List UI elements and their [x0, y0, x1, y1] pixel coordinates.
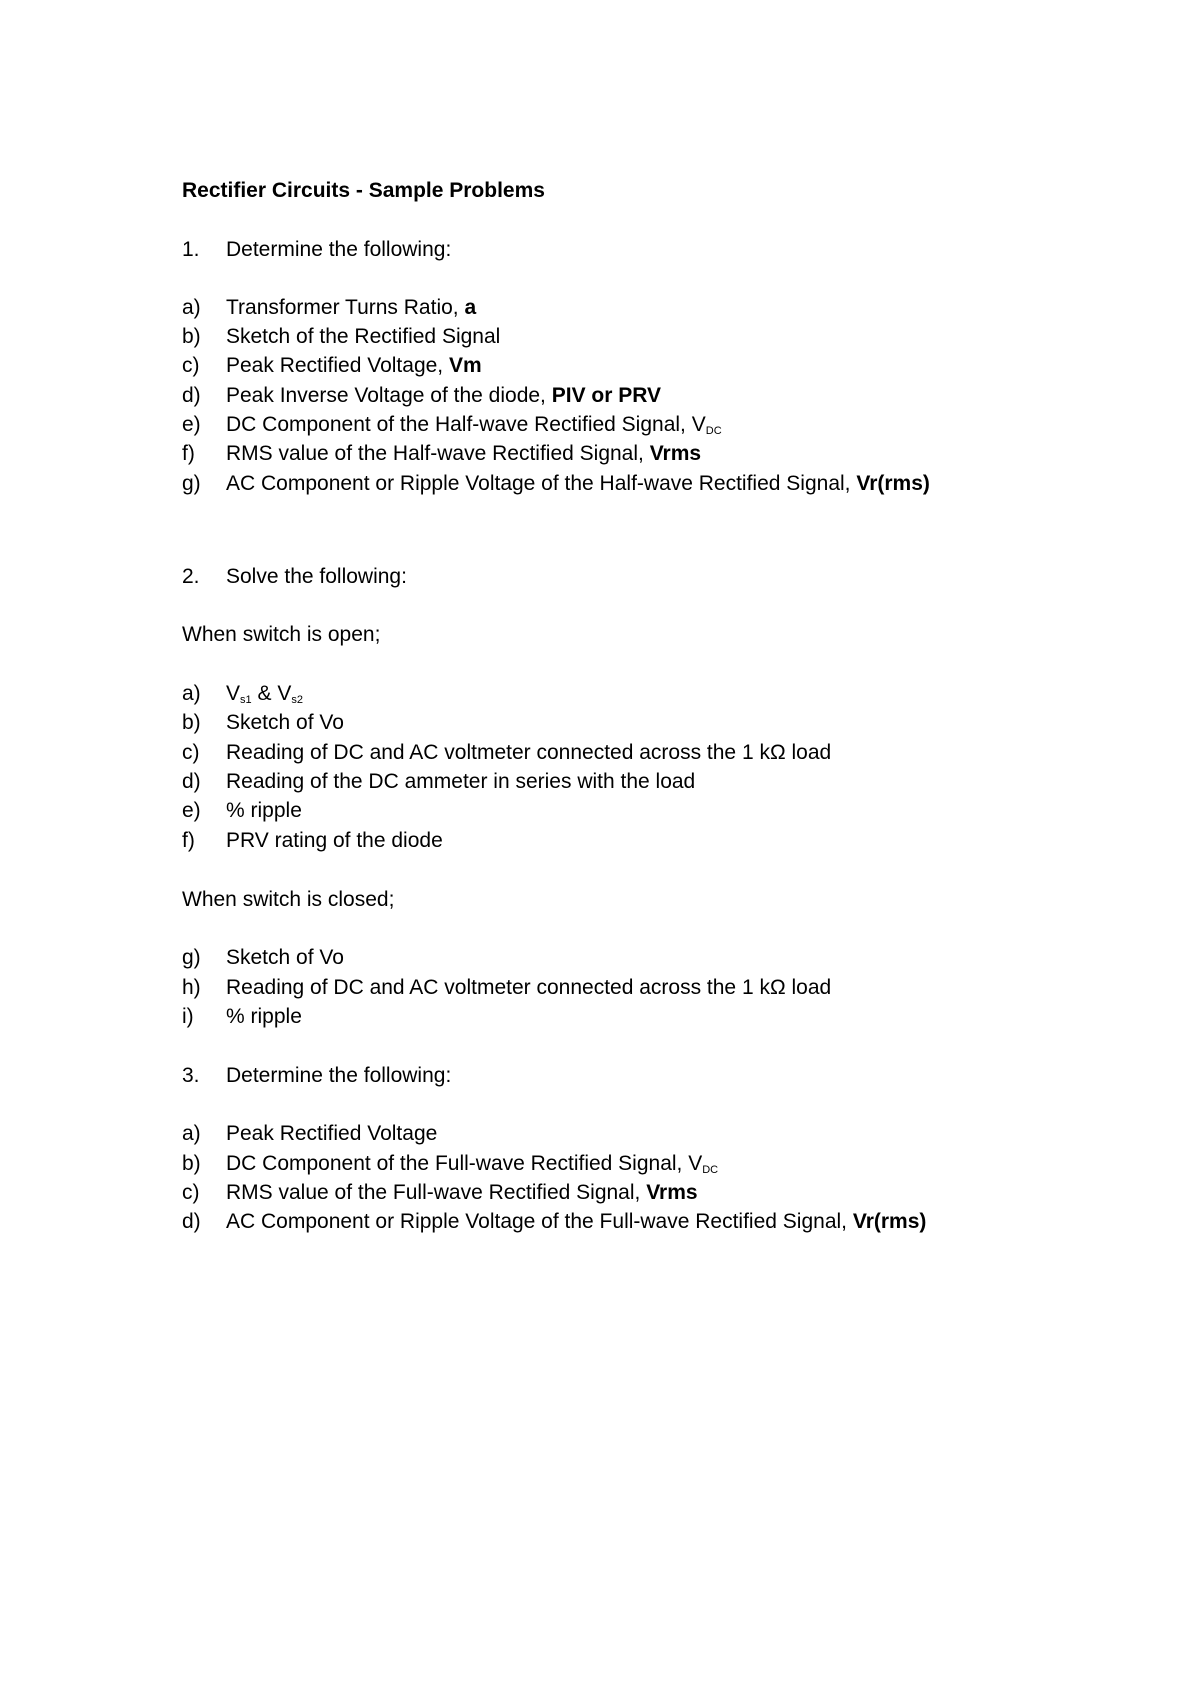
list-item — [182, 681, 303, 707]
item-text: RMS value of the Full-wave Rectified Signal, — [226, 1181, 647, 1204]
item-variable: V — [688, 1152, 703, 1175]
item-text: % ripple — [226, 1005, 302, 1028]
item-marker: i) — [182, 1005, 194, 1028]
list-item — [182, 1151, 718, 1177]
item-text: Transformer Turns Ratio, — [226, 296, 465, 319]
item-text: Sketch of Vo — [226, 946, 344, 969]
problem-heading-text: Solve the following: — [226, 565, 407, 588]
item-bold: Vm — [448, 354, 482, 377]
item-marker: c) — [182, 1181, 200, 1204]
item-text: AC Component or Ripple Voltage of the Full-wave Rectified Signal, — [226, 1210, 853, 1233]
list-item — [182, 1121, 437, 1147]
item-marker: e) — [182, 413, 201, 436]
document-title: Rectifier Circuits - Sample Problems — [182, 179, 545, 202]
list-item — [182, 324, 500, 350]
item-bold: a — [464, 296, 477, 319]
item-bold: Vr(rms) — [852, 1210, 927, 1233]
item-text: Reading of DC and AC voltmeter connected across the 1 kΩ load — [226, 741, 832, 764]
problem-1-heading — [182, 237, 451, 263]
item-marker: d) — [182, 1210, 201, 1233]
item-marker: d) — [182, 770, 201, 793]
item-text: AC Component or Ripple Voltage of the Half-wave Rectified Signal, — [226, 472, 857, 495]
problem-heading-text: Determine the following: — [226, 238, 452, 261]
item-bold: Vrms — [646, 1181, 698, 1204]
item-text: Peak Rectified Voltage — [226, 1122, 438, 1145]
item-subscript: DC — [702, 1164, 719, 1176]
item-marker: f) — [182, 829, 195, 852]
item-variable: V — [226, 682, 241, 705]
item-text: Peak Rectified Voltage, — [226, 354, 449, 377]
list-item — [182, 412, 722, 438]
item-marker: h) — [182, 976, 201, 999]
list-item — [182, 471, 930, 497]
item-text: PRV rating of the diode — [226, 829, 443, 852]
item-subscript: DC — [705, 425, 722, 437]
item-marker: b) — [182, 325, 201, 348]
item-marker: c) — [182, 354, 200, 377]
item-subscript: s1 — [240, 694, 252, 706]
problem-number: 2. — [182, 565, 200, 588]
item-marker: b) — [182, 1152, 201, 1175]
item-variable: V — [277, 682, 292, 705]
list-item — [182, 383, 661, 409]
list-item — [182, 1004, 302, 1030]
list-item — [182, 828, 443, 854]
item-marker: a) — [182, 1122, 201, 1145]
item-text: DC Component of the Full-wave Rectified Signal, — [226, 1152, 689, 1175]
problem-number: 1. — [182, 238, 200, 261]
item-text: % ripple — [226, 799, 302, 822]
item-marker: b) — [182, 711, 201, 734]
item-text: Reading of the DC ammeter in series with the load — [226, 770, 696, 793]
item-marker: f) — [182, 442, 195, 465]
problem-heading-text: Determine the following: — [226, 1064, 452, 1087]
condition-label-closed: When switch is closed; — [182, 888, 395, 911]
item-marker: a) — [182, 296, 201, 319]
item-bold: Vr(rms) — [856, 472, 930, 495]
item-text: DC Component of the Half-wave Rectified Signal, — [226, 413, 692, 436]
item-text: Sketch of the Rectified Signal — [226, 325, 501, 348]
list-item — [182, 441, 701, 467]
item-text: Sketch of Vo — [226, 711, 344, 734]
problem-number: 3. — [182, 1064, 200, 1087]
list-item — [182, 740, 831, 766]
list-item — [182, 295, 476, 321]
list-item — [182, 798, 302, 824]
item-text: & — [251, 682, 278, 705]
item-marker: d) — [182, 384, 201, 407]
problem-3-heading — [182, 1063, 451, 1089]
list-item — [182, 945, 344, 971]
item-marker: e) — [182, 799, 201, 822]
item-variable: V — [691, 413, 706, 436]
item-text: Peak Inverse Voltage of the diode, — [226, 384, 552, 407]
item-marker: g) — [182, 946, 201, 969]
item-bold: PIV or PRV — [551, 384, 662, 407]
item-marker: a) — [182, 682, 201, 705]
list-item — [182, 353, 482, 379]
list-item — [182, 769, 695, 795]
list-item — [182, 975, 831, 1001]
condition-label-open: When switch is open; — [182, 623, 381, 646]
list-item — [182, 1180, 698, 1206]
item-marker: c) — [182, 741, 200, 764]
list-item — [182, 710, 344, 736]
list-item — [182, 1209, 926, 1235]
item-marker: g) — [182, 472, 201, 495]
item-text: Reading of DC and AC voltmeter connected across the 1 kΩ load — [226, 976, 832, 999]
item-text: RMS value of the Half-wave Rectified Signal, — [226, 442, 650, 465]
item-bold: Vrms — [649, 442, 702, 465]
problem-2-heading — [182, 564, 407, 590]
item-subscript: s2 — [291, 694, 303, 706]
